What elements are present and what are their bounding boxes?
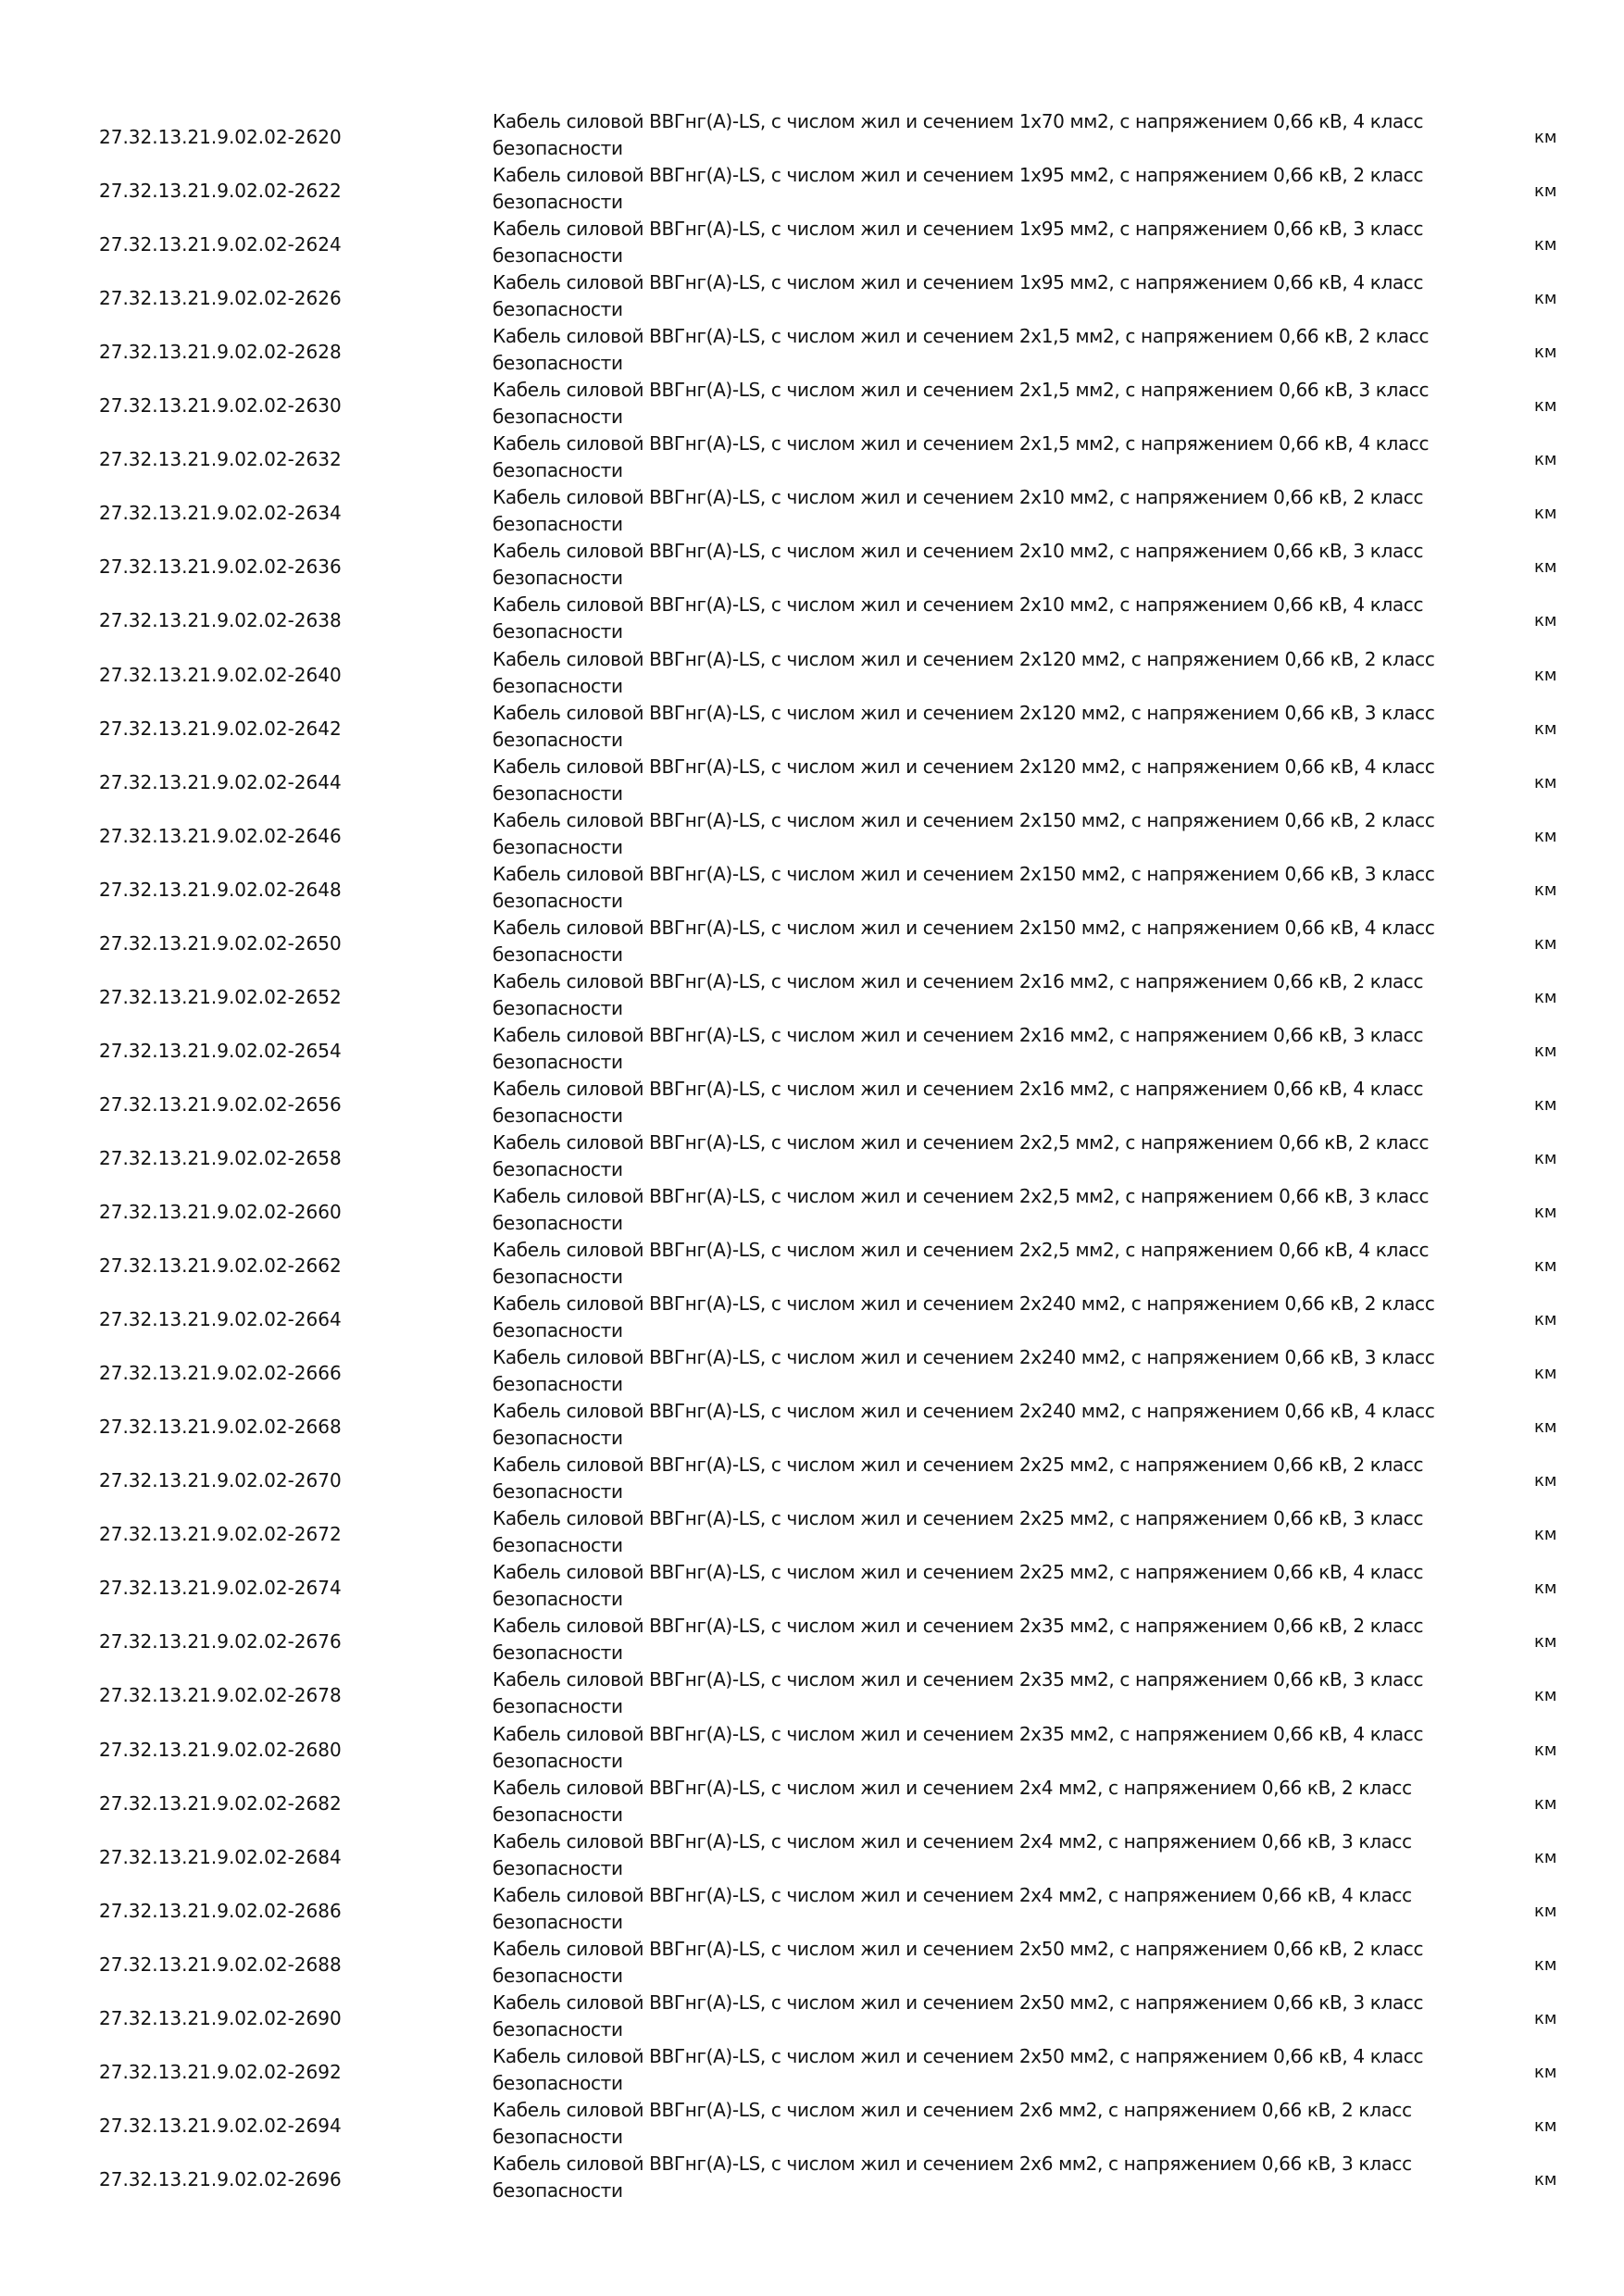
item-description <box>493 1183 1455 1237</box>
item-unit: км <box>1534 1525 1557 1544</box>
item-description-line: безопасности <box>493 890 623 912</box>
item-description <box>493 484 1455 538</box>
table-row <box>0 650 1624 704</box>
item-description-line: безопасности <box>493 782 623 805</box>
item-code: 27.32.13.21.9.02.02-2678 <box>99 1684 342 1706</box>
item-description <box>493 1291 1455 1344</box>
item-description <box>493 915 1455 968</box>
item-description <box>493 162 1455 216</box>
item-unit: км <box>1534 128 1557 147</box>
item-code: 27.32.13.21.9.02.02-2694 <box>99 2115 342 2137</box>
table-row <box>0 1133 1624 1187</box>
item-code: 27.32.13.21.9.02.02-2674 <box>99 1577 342 1599</box>
item-description-line: Кабель силовой ВВГнг(А)-LS, с числом жил и сечением 2х4 мм2, с напряжением 0,66 кВ, 3 класс <box>493 1830 1412 1853</box>
item-description-line: безопасности <box>493 137 623 159</box>
item-unit: км <box>1534 2170 1557 2190</box>
item-code: 27.32.13.21.9.02.02-2622 <box>99 180 342 202</box>
table-row <box>0 1348 1624 1402</box>
table-row <box>0 219 1624 273</box>
item-description <box>493 1936 1455 1990</box>
table-row <box>0 166 1624 219</box>
item-code: 27.32.13.21.9.02.02-2636 <box>99 555 342 578</box>
item-code: 27.32.13.21.9.02.02-2642 <box>99 718 342 740</box>
item-description-line: безопасности <box>493 513 623 535</box>
item-unit: км <box>1534 827 1557 846</box>
item-unit: км <box>1534 988 1557 1007</box>
item-description-line: безопасности <box>493 675 623 697</box>
item-unit: км <box>1534 504 1557 523</box>
item-description <box>493 1398 1455 1452</box>
item-unit: км <box>1534 1686 1557 1705</box>
item-description-line: безопасности <box>493 1803 623 1826</box>
item-description <box>493 2043 1455 2097</box>
item-unit: км <box>1534 1902 1557 1921</box>
table-row <box>0 1079 1624 1133</box>
item-code: 27.32.13.21.9.02.02-2638 <box>99 609 342 631</box>
table-row <box>0 704 1624 757</box>
item-description-line: безопасности <box>493 620 623 643</box>
table-row <box>0 595 1624 649</box>
item-description <box>493 1505 1455 1559</box>
item-description-line: Кабель силовой ВВГнг(А)-LS, с числом жил и сечением 2х6 мм2, с напряжением 0,66 кВ, 3 класс <box>493 2152 1412 2175</box>
item-unit: км <box>1534 1149 1557 1168</box>
item-description-line: Кабель силовой ВВГнг(А)-LS, с числом жил и сечением 2х240 мм2, с напряжением 0,66 кВ, 3 класс <box>493 1346 1435 1368</box>
item-unit: км <box>1534 343 1557 362</box>
item-unit: км <box>1534 1095 1557 1115</box>
item-description-line: Кабель силовой ВВГнг(А)-LS, с числом жил и сечением 2х10 мм2, с напряжением 0,66 кВ, 2 класс <box>493 486 1424 508</box>
item-code: 27.32.13.21.9.02.02-2686 <box>99 1900 342 1922</box>
table-row <box>0 1563 1624 1616</box>
table-row <box>0 434 1624 488</box>
item-description-line: Кабель силовой ВВГнг(А)-LS, с числом жил и сечением 2х16 мм2, с напряжением 0,66 кВ, 3 класс <box>493 1024 1424 1046</box>
item-description-line: Кабель силовой ВВГнг(А)-LS, с числом жил и сечением 2х150 мм2, с напряжением 0,66 кВ, 4 класс <box>493 917 1435 939</box>
item-description-line: Кабель силовой ВВГнг(А)-LS, с числом жил и сечением 2х1,5 мм2, с напряжением 0,66 кВ, 4 класс <box>493 432 1430 455</box>
item-code: 27.32.13.21.9.02.02-2688 <box>99 1953 342 1976</box>
item-description-line: Кабель силовой ВВГнг(А)-LS, с числом жил и сечением 2х120 мм2, с напряжением 0,66 кВ, 3 класс <box>493 702 1435 724</box>
item-description-line: Кабель силовой ВВГнг(А)-LS, с числом жил и сечением 2х240 мм2, с напряжением 0,66 кВ, 2 класс <box>493 1292 1435 1315</box>
table-row <box>0 918 1624 972</box>
table-row <box>0 1241 1624 1294</box>
table-row <box>0 1778 1624 1832</box>
item-code: 27.32.13.21.9.02.02-2644 <box>99 771 342 793</box>
table-row <box>0 488 1624 542</box>
item-description <box>493 592 1455 645</box>
item-description-line: Кабель силовой ВВГнг(А)-LS, с числом жил и сечением 1х95 мм2, с напряжением 0,66 кВ, 4 класс <box>493 271 1424 293</box>
item-code: 27.32.13.21.9.02.02-2696 <box>99 2168 342 2190</box>
item-description-line: Кабель силовой ВВГнг(А)-LS, с числом жил и сечением 2х1,5 мм2, с напряжением 0,66 кВ, 3 класс <box>493 379 1430 401</box>
item-description-line: безопасности <box>493 1158 623 1180</box>
item-description-line: Кабель силовой ВВГнг(А)-LS, с числом жил и сечением 1х95 мм2, с напряжением 0,66 кВ, 2 класс <box>493 164 1424 186</box>
item-unit: км <box>1534 2063 1557 2082</box>
item-description-line: безопасности <box>493 2126 623 2148</box>
item-description <box>493 269 1455 323</box>
item-description <box>493 216 1455 269</box>
item-description-line: безопасности <box>493 1373 623 1395</box>
item-description <box>493 1076 1455 1129</box>
item-description <box>493 1828 1455 1882</box>
item-unit: км <box>1534 1848 1557 1867</box>
item-code: 27.32.13.21.9.02.02-2666 <box>99 1362 342 1384</box>
item-description <box>493 1613 1455 1666</box>
item-description <box>493 1022 1455 1076</box>
item-description-line: Кабель силовой ВВГнг(А)-LS, с числом жил и сечением 2х1,5 мм2, с напряжением 0,66 кВ, 2 класс <box>493 325 1430 347</box>
item-code: 27.32.13.21.9.02.02-2650 <box>99 932 342 955</box>
item-unit: км <box>1534 396 1557 416</box>
item-description-line: безопасности <box>493 298 623 320</box>
item-unit: км <box>1534 1794 1557 1814</box>
item-unit: км <box>1534 1256 1557 1276</box>
item-description <box>493 430 1455 484</box>
item-description-line: безопасности <box>493 1911 623 1933</box>
item-description-line: Кабель силовой ВВГнг(А)-LS, с числом жил и сечением 2х120 мм2, с напряжением 0,66 кВ, 2 класс <box>493 648 1435 670</box>
item-unit: км <box>1534 235 1557 255</box>
item-code: 27.32.13.21.9.02.02-2662 <box>99 1254 342 1277</box>
table-row <box>0 1616 1624 1670</box>
item-description-line: Кабель силовой ВВГнг(А)-LS, с числом жил и сечением 2х2,5 мм2, с напряжением 0,66 кВ, 4 класс <box>493 1239 1430 1261</box>
item-description <box>493 754 1455 807</box>
item-description-line: Кабель силовой ВВГнг(А)-LS, с числом жил и сечением 2х25 мм2, с напряжением 0,66 кВ, 3 класс <box>493 1507 1424 1529</box>
table-row <box>0 2047 1624 2101</box>
item-description-line: безопасности <box>493 1266 623 1288</box>
table-row <box>0 1509 1624 1563</box>
item-code: 27.32.13.21.9.02.02-2654 <box>99 1040 342 1062</box>
item-unit: км <box>1534 773 1557 792</box>
item-description <box>493 1344 1455 1398</box>
item-description-line: Кабель силовой ВВГнг(А)-LS, с числом жил и сечением 2х50 мм2, с напряжением 0,66 кВ, 2 класс <box>493 1938 1424 1960</box>
table-row <box>0 1725 1624 1778</box>
item-description <box>493 2097 1455 2151</box>
item-description-line: безопасности <box>493 1588 623 1610</box>
item-description-line: безопасности <box>493 997 623 1019</box>
item-description-line: Кабель силовой ВВГнг(А)-LS, с числом жил и сечением 2х35 мм2, с напряжением 0,66 кВ, 3 класс <box>493 1668 1424 1691</box>
item-code: 27.32.13.21.9.02.02-2658 <box>99 1147 342 1169</box>
item-description-line: безопасности <box>493 191 623 213</box>
item-description-line: Кабель силовой ВВГнг(А)-LS, с числом жил и сечением 2х240 мм2, с напряжением 0,66 кВ, 4 класс <box>493 1400 1435 1422</box>
item-description <box>493 1666 1455 1720</box>
item-code: 27.32.13.21.9.02.02-2628 <box>99 341 342 363</box>
item-description-line: безопасности <box>493 567 623 589</box>
item-description-line: безопасности <box>493 729 623 751</box>
item-unit: км <box>1534 666 1557 685</box>
table-row <box>0 2101 1624 2154</box>
item-description <box>493 538 1455 592</box>
item-description-line: безопасности <box>493 2018 623 2040</box>
item-description-line: безопасности <box>493 943 623 966</box>
item-unit: км <box>1534 2009 1557 2028</box>
item-description-line: Кабель силовой ВВГнг(А)-LS, с числом жил и сечением 2х6 мм2, с напряжением 0,66 кВ, 2 класс <box>493 2099 1412 2121</box>
item-description-line: безопасности <box>493 1965 623 1987</box>
item-code: 27.32.13.21.9.02.02-2632 <box>99 448 342 470</box>
item-unit: км <box>1534 611 1557 630</box>
item-unit: км <box>1534 1203 1557 1222</box>
item-description-line: Кабель силовой ВВГнг(А)-LS, с числом жил и сечением 2х16 мм2, с напряжением 0,66 кВ, 4 класс <box>493 1078 1424 1100</box>
item-description <box>493 377 1455 430</box>
item-description-line: безопасности <box>493 1641 623 1664</box>
item-description-line: безопасности <box>493 1427 623 1449</box>
item-description <box>493 108 1455 162</box>
item-description-line: Кабель силовой ВВГнг(А)-LS, с числом жил и сечением 2х10 мм2, с напряжением 0,66 кВ, 3 класс <box>493 540 1424 562</box>
item-code: 27.32.13.21.9.02.02-2692 <box>99 2061 342 2083</box>
item-description <box>493 1882 1455 1936</box>
table-row <box>0 811 1624 865</box>
item-unit: км <box>1534 1578 1557 1598</box>
item-unit: км <box>1534 1364 1557 1383</box>
item-description-line: Кабель силовой ВВГнг(А)-LS, с числом жил и сечением 2х50 мм2, с напряжением 0,66 кВ, 4 класс <box>493 2045 1424 2067</box>
item-unit: км <box>1534 450 1557 469</box>
table-row <box>0 2154 1624 2208</box>
item-description-line: безопасности <box>493 1695 623 1717</box>
item-description-line: Кабель силовой ВВГнг(А)-LS, с числом жил и сечением 1х70 мм2, с напряжением 0,66 кВ, 4 класс <box>493 110 1424 132</box>
item-unit: км <box>1534 1471 1557 1491</box>
item-code: 27.32.13.21.9.02.02-2660 <box>99 1201 342 1223</box>
item-description-line: безопасности <box>493 1534 623 1556</box>
item-code: 27.32.13.21.9.02.02-2620 <box>99 126 342 148</box>
item-unit: км <box>1534 1955 1557 1975</box>
item-unit: км <box>1534 1741 1557 1760</box>
item-unit: км <box>1534 1042 1557 1061</box>
item-description-line: безопасности <box>493 406 623 428</box>
item-description <box>493 1775 1455 1828</box>
item-description-line: безопасности <box>493 2072 623 2094</box>
table-row <box>0 1832 1624 1886</box>
item-unit: км <box>1534 934 1557 954</box>
table-row <box>0 757 1624 811</box>
table-row <box>0 865 1624 918</box>
item-code: 27.32.13.21.9.02.02-2634 <box>99 502 342 524</box>
item-code: 27.32.13.21.9.02.02-2630 <box>99 394 342 417</box>
table-row <box>0 381 1624 434</box>
item-unit: км <box>1534 719 1557 739</box>
table-row <box>0 1993 1624 2047</box>
item-code: 27.32.13.21.9.02.02-2640 <box>99 664 342 686</box>
item-description <box>493 646 1455 700</box>
table-row <box>0 327 1624 381</box>
item-code: 27.32.13.21.9.02.02-2684 <box>99 1846 342 1868</box>
item-description-line: безопасности <box>493 1857 623 1879</box>
item-code: 27.32.13.21.9.02.02-2646 <box>99 825 342 847</box>
item-code: 27.32.13.21.9.02.02-2648 <box>99 879 342 901</box>
item-description-line: безопасности <box>493 1104 623 1127</box>
item-description-line: безопасности <box>493 459 623 481</box>
item-description-line: безопасности <box>493 244 623 267</box>
item-unit: км <box>1534 557 1557 577</box>
item-code: 27.32.13.21.9.02.02-2672 <box>99 1523 342 1545</box>
item-description <box>493 1452 1455 1505</box>
item-description-line: безопасности <box>493 1319 623 1341</box>
item-code: 27.32.13.21.9.02.02-2682 <box>99 1792 342 1815</box>
item-description <box>493 323 1455 377</box>
item-unit: км <box>1534 1632 1557 1652</box>
item-description <box>493 861 1455 915</box>
item-unit: км <box>1534 2116 1557 2136</box>
item-unit: км <box>1534 880 1557 900</box>
item-description <box>493 700 1455 754</box>
item-description-line: безопасности <box>493 1480 623 1503</box>
table-row <box>0 542 1624 595</box>
item-description-line: Кабель силовой ВВГнг(А)-LS, с числом жил и сечением 2х10 мм2, с напряжением 0,66 кВ, 4 класс <box>493 593 1424 616</box>
table-row <box>0 1940 1624 1993</box>
item-description <box>493 807 1455 861</box>
item-description <box>493 1559 1455 1613</box>
item-description-line: безопасности <box>493 1212 623 1234</box>
item-code: 27.32.13.21.9.02.02-2690 <box>99 2007 342 2029</box>
table-row <box>0 1294 1624 1348</box>
item-description-line: Кабель силовой ВВГнг(А)-LS, с числом жил и сечением 2х4 мм2, с напряжением 0,66 кВ, 4 класс <box>493 1884 1412 1906</box>
item-description-line: Кабель силовой ВВГнг(А)-LS, с числом жил и сечением 2х150 мм2, с напряжением 0,66 кВ, 2 класс <box>493 809 1435 831</box>
item-description-line: Кабель силовой ВВГнг(А)-LS, с числом жил и сечением 2х4 мм2, с напряжением 0,66 кВ, 2 класс <box>493 1777 1412 1799</box>
item-code: 27.32.13.21.9.02.02-2664 <box>99 1308 342 1330</box>
item-code: 27.32.13.21.9.02.02-2652 <box>99 986 342 1008</box>
item-description-line: Кабель силовой ВВГнг(А)-LS, с числом жил и сечением 2х120 мм2, с напряжением 0,66 кВ, 4 класс <box>493 755 1435 778</box>
item-unit: км <box>1534 1417 1557 1437</box>
table-row <box>0 1402 1624 1455</box>
item-description-line: безопасности <box>493 2179 623 2202</box>
item-description-line: Кабель силовой ВВГнг(А)-LS, с числом жил и сечением 2х35 мм2, с напряжением 0,66 кВ, 4 класс <box>493 1723 1424 1745</box>
table-row <box>0 1886 1624 1940</box>
item-description-line: Кабель силовой ВВГнг(А)-LS, с числом жил и сечением 2х50 мм2, с напряжением 0,66 кВ, 3 класс <box>493 1991 1424 2014</box>
item-description-line: Кабель силовой ВВГнг(А)-LS, с числом жил и сечением 2х25 мм2, с напряжением 0,66 кВ, 2 класс <box>493 1454 1424 1476</box>
item-description <box>493 1237 1455 1291</box>
item-description <box>493 2151 1455 2204</box>
table-row <box>0 1670 1624 1724</box>
item-description-line: Кабель силовой ВВГнг(А)-LS, с числом жил и сечением 2х35 мм2, с напряжением 0,66 кВ, 2 класс <box>493 1615 1424 1637</box>
table-row <box>0 1187 1624 1241</box>
item-code: 27.32.13.21.9.02.02-2676 <box>99 1630 342 1653</box>
table-row <box>0 112 1624 166</box>
item-description <box>493 1721 1455 1775</box>
item-description-line: безопасности <box>493 352 623 374</box>
item-description <box>493 968 1455 1022</box>
table-row <box>0 1455 1624 1509</box>
item-description-line: Кабель силовой ВВГнг(А)-LS, с числом жил и сечением 2х2,5 мм2, с напряжением 0,66 кВ, 3 класс <box>493 1185 1430 1207</box>
table-row <box>0 273 1624 327</box>
item-code: 27.32.13.21.9.02.02-2656 <box>99 1093 342 1116</box>
item-description-line: Кабель силовой ВВГнг(А)-LS, с числом жил и сечением 2х25 мм2, с напряжением 0,66 кВ, 4 класс <box>493 1561 1424 1583</box>
item-description-line: безопасности <box>493 836 623 858</box>
item-code: 27.32.13.21.9.02.02-2680 <box>99 1739 342 1761</box>
item-code: 27.32.13.21.9.02.02-2668 <box>99 1416 342 1438</box>
item-description-line: Кабель силовой ВВГнг(А)-LS, с числом жил и сечением 2х16 мм2, с напряжением 0,66 кВ, 2 класс <box>493 970 1424 992</box>
item-unit: км <box>1534 181 1557 201</box>
item-unit: км <box>1534 1310 1557 1329</box>
item-unit: км <box>1534 289 1557 308</box>
table-row <box>0 972 1624 1026</box>
item-description-line: Кабель силовой ВВГнг(А)-LS, с числом жил и сечением 2х150 мм2, с напряжением 0,66 кВ, 3 класс <box>493 863 1435 885</box>
item-description <box>493 1990 1455 2043</box>
item-description <box>493 1129 1455 1183</box>
item-description-line: безопасности <box>493 1750 623 1772</box>
item-description-line: Кабель силовой ВВГнг(А)-LS, с числом жил и сечением 1х95 мм2, с напряжением 0,66 кВ, 3 класс <box>493 218 1424 240</box>
item-description-line: Кабель силовой ВВГнг(А)-LS, с числом жил и сечением 2х2,5 мм2, с напряжением 0,66 кВ, 2 класс <box>493 1131 1430 1154</box>
table-row <box>0 1026 1624 1079</box>
item-code: 27.32.13.21.9.02.02-2670 <box>99 1469 342 1491</box>
item-code: 27.32.13.21.9.02.02-2626 <box>99 287 342 309</box>
item-description-line: безопасности <box>493 1051 623 1073</box>
item-code: 27.32.13.21.9.02.02-2624 <box>99 233 342 256</box>
